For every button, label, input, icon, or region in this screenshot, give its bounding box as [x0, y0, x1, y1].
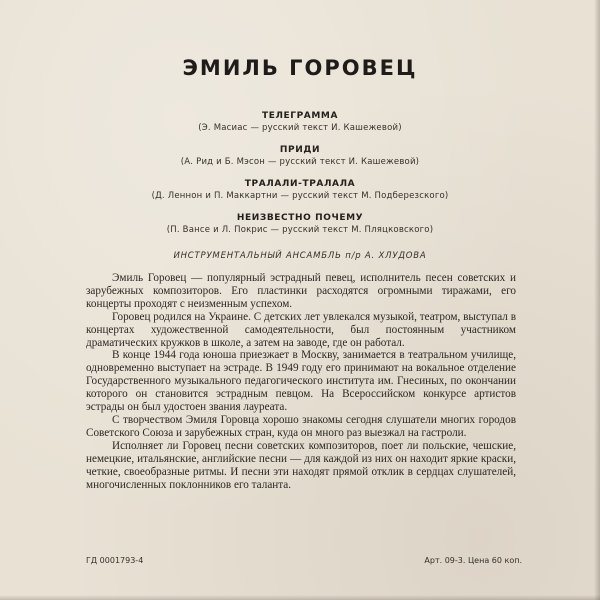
track-credit: (П. Вансе и Л. Покрис — русский текст М. Пляцковского)	[166, 225, 434, 235]
bio-paragraph: Эмиль Горовец — популярный эстрадный певец, исполнитель песен советских и зарубежных композиторов. Его пластинки расходятся огромными тиражами, его концерты проходят с неизменным успехом.	[86, 272, 516, 310]
bio-paragraph: Исполняет ли Горовец песни советских композиторов, поет ли польские, чешские, немецкие, итальянские, английские песни — для каждой из них он находит яркие краски, четкие, своеобразные ритмы. И песни эти находят прямой отклик в сердцах слушателей, многочисленных поклонников его таланта.	[86, 439, 516, 491]
track-item	[0, 212, 600, 236]
bio-paragraph: Горовец родился на Украине. С детских лет увлекался музыкой, театром, выступал в концертах художественной самодеятельности, был постоянным участником драматических кружков в школе, а затем на заводе, где он работал.	[86, 310, 516, 349]
track-item	[0, 110, 600, 134]
track-title: ТРАЛАЛИ-ТРАЛАЛА	[244, 179, 356, 189]
track-item	[0, 144, 600, 168]
biography-text	[86, 272, 516, 491]
artist-title: ЭМИЛЬ ГОРОВЕЦ	[182, 56, 418, 80]
price-label: Арт. 09-3. Цена 60 коп.	[424, 556, 522, 565]
track-credit: (Э. Масиас — русский текст И. Кашежевой)	[198, 123, 402, 133]
track-title: ТЕЛЕГРАММА	[261, 111, 339, 121]
track-title: НЕИЗВЕСТНО ПОЧЕМУ	[236, 213, 364, 223]
bio-paragraph: С творчеством Эмиля Горовца хорошо знакомы сегодня слушатели многих городов Советского Союза и зарубежных стран, куда он много раз выезжал на гастроли.	[86, 413, 516, 439]
sleeve-edge-shadow	[0, 595, 600, 600]
sleeve-edge-shadow	[594, 0, 600, 600]
track-title: ПРИДИ	[279, 145, 321, 155]
track-credit: (А. Рид и Б. Мэсон — русский текст И. Кашежевой)	[180, 157, 420, 167]
catalog-number: ГД 0001793-4	[86, 556, 144, 565]
track-credit: (Д. Леннон и П. Маккартни — русский текст М. Подберезского)	[151, 191, 449, 201]
track-item	[0, 178, 600, 202]
bio-paragraph: В конце 1944 года юноша приезжает в Москву, занимается в театральном училище, одновременно выступает на эстраде. В 1949 году его принимают на вокальное отделение Государственного музыкального педагогического института им. Гнесиных, по окончании которого он становится эстрадным певцом. На Всероссийском конкурсе артистов эстрады он был удостоен звания лауреата.	[86, 349, 516, 414]
track-list	[0, 110, 600, 246]
ensemble-credit: ИНСТРУМЕНТАЛЬНЫЙ АНСАМБЛЬ п/р А. ХЛУДОВА	[173, 251, 427, 261]
